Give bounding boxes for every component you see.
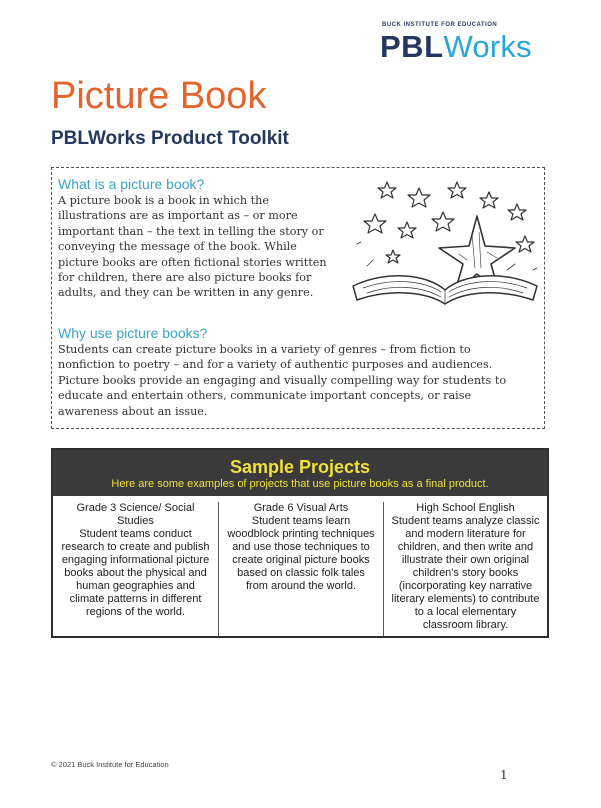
info-box — [51, 167, 545, 429]
copyright-notice: © 2021 Buck Institute for Education — [51, 760, 169, 769]
sample-projects-header — [53, 450, 547, 496]
logo-works: Works — [443, 29, 532, 64]
what-is-text: A picture book is a book in which the illustrations are as important as – or more important than – the text in telling the story or conveying the message of the book. While picture books are often fictional stories written for children, there are also picture books for adults, and they can be written in any genre. — [58, 194, 327, 300]
page-title: Picture Book — [51, 75, 267, 117]
page-subtitle: PBLWorks Product Toolkit — [51, 128, 289, 149]
project-description: Student teams conduct research to create and publish engaging informational picture books about the physical and human geographies and climate patterns in different regions of the world. — [61, 528, 210, 618]
project-description: Student teams analyze classic and modern literature for children, and then write and illustrate their own original children's story books (incorporating key narrative literary elements) to contribute to a local elementary classroom library. — [391, 515, 540, 631]
project-column-grade3 — [53, 502, 219, 636]
open-book-stars-icon — [347, 174, 542, 314]
sample-projects-title: Sample Projects — [229, 457, 371, 477]
logo-pbl: PBL — [380, 29, 444, 64]
project-heading: Grade 6 Visual Arts — [253, 502, 349, 514]
logo-wordmark — [380, 30, 532, 64]
project-column-grade6 — [219, 502, 384, 636]
sample-projects-subtitle: Here are some examples of projects that use picture books as a final product. — [111, 478, 489, 490]
why-use-heading: Why use picture books? — [58, 325, 208, 341]
project-column-highschool — [384, 502, 547, 636]
why-use-text: Students can create picture books in a variety of genres – from fiction to nonfiction to poetry – and for a variety of authentic purposes and audiences. Picture books provide an engaging and visually compelling way for students to educate and entertain others, communicate important concepts, or raise awareness about an issue. — [58, 343, 507, 418]
project-heading: High School English — [416, 502, 515, 514]
page-number: 1 — [500, 768, 508, 782]
what-is-heading: What is a picture book? — [58, 176, 205, 192]
project-description: Student teams learn woodblock printing techniques and use those techniques to create original picture books based on classic folk tales from around the world. — [227, 515, 375, 592]
project-heading: Grade 3 Science/ Social Studies — [76, 502, 195, 527]
pblworks-logo — [382, 22, 552, 66]
sample-projects-table — [51, 448, 549, 638]
logo-org-name: BUCK INSTITUTE FOR EDUCATION — [382, 22, 498, 28]
